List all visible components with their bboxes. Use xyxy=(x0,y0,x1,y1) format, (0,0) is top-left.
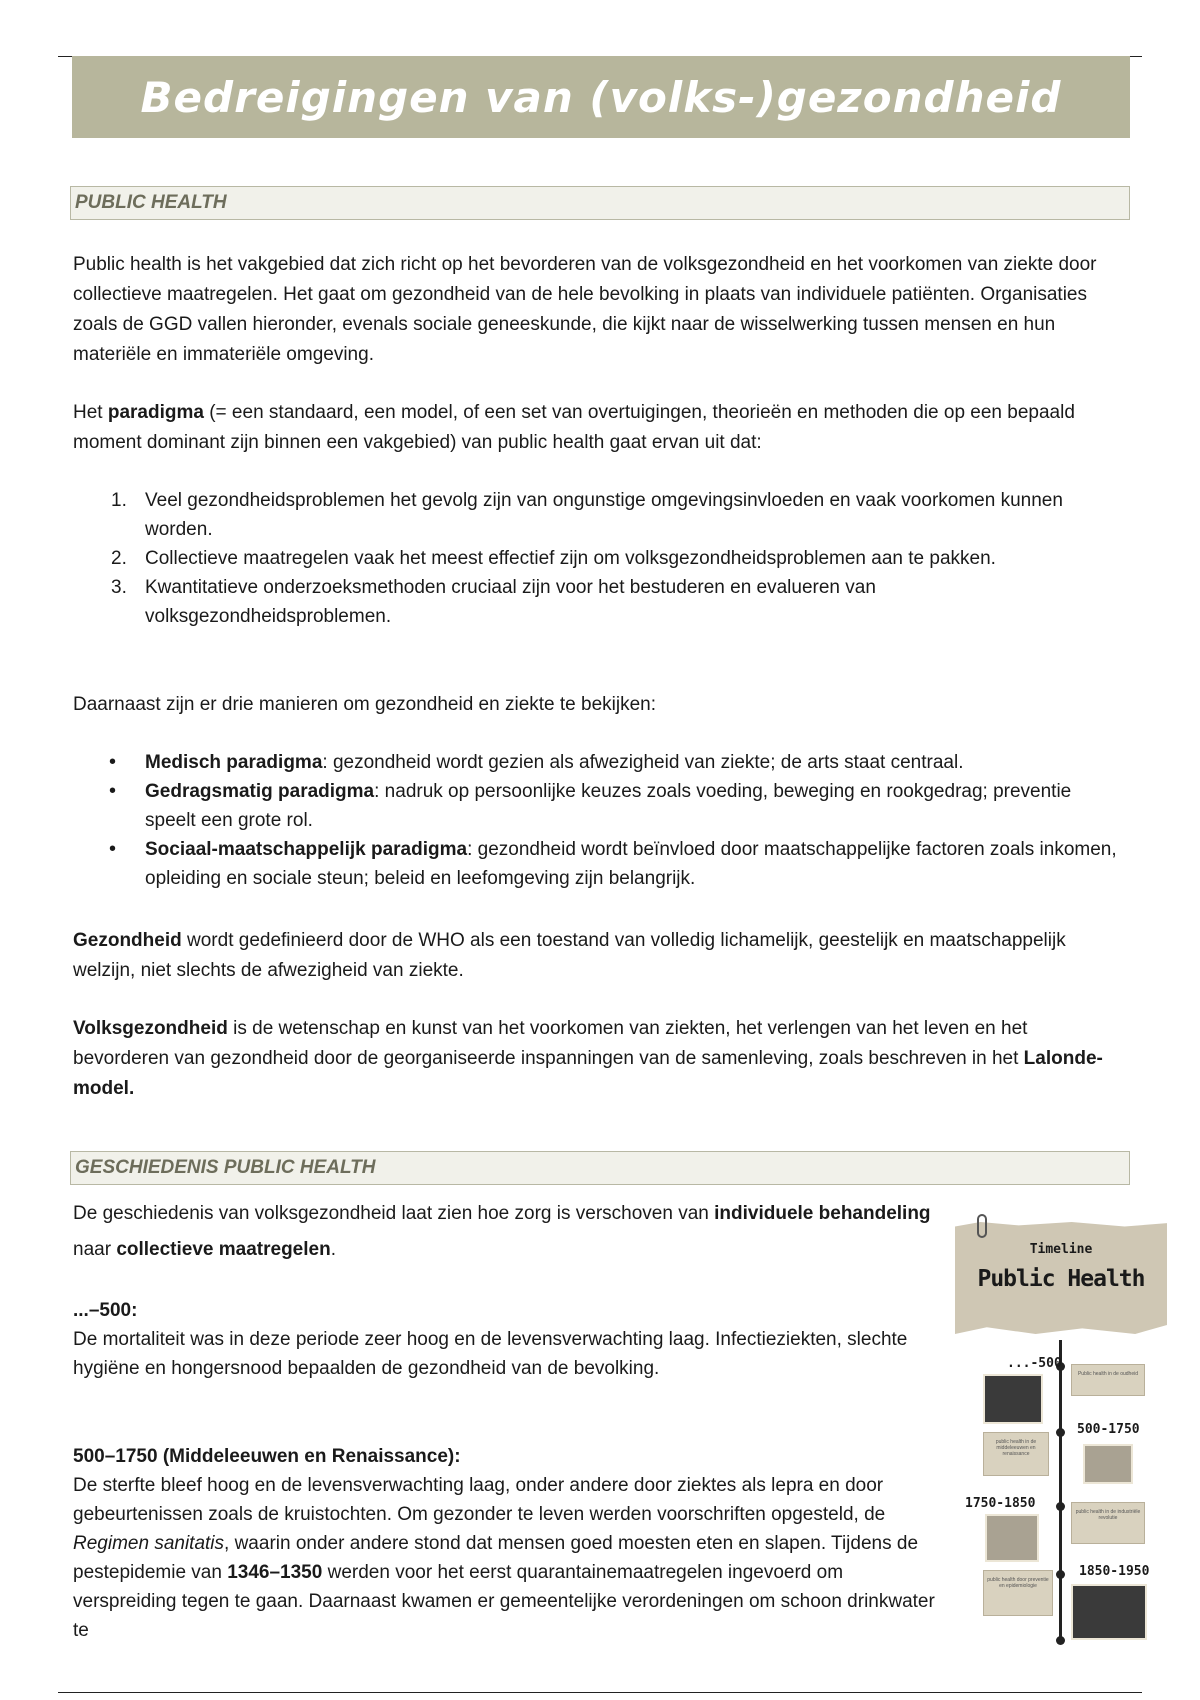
timeline-card: public health in de industriële revolutie xyxy=(1071,1502,1145,1544)
paradigm-term: paradigma xyxy=(107,402,204,423)
title-banner xyxy=(72,56,1130,138)
ways-intro: Daarnaast zijn er drie manieren om gezondheid en ziekte te bekijken: xyxy=(73,694,656,715)
list-item: 2. Collectieve maatregelen vaak het meest effectief zijn om volksgezondheidsproblemen aan te pakken. xyxy=(111,548,996,569)
history-intro: De geschiedenis van volksgezondheid laat zien hoe zorg is verschoven van individuele behandeling naar collectieve maatregelen. xyxy=(73,1203,931,1260)
timeline-infographic xyxy=(955,1222,1167,1652)
timeline-dot xyxy=(1056,1428,1065,1437)
period-title: 500–1750 (Middeleeuwen en Renaissance): xyxy=(73,1446,461,1467)
timeline-card: public health in de middeleeuwen en renaissance xyxy=(983,1432,1049,1476)
paradigms-list xyxy=(73,748,1123,893)
vg-term: Volksgezondheid xyxy=(73,1018,228,1039)
crowd-photo xyxy=(1071,1584,1147,1640)
section-heading-history xyxy=(70,1151,1130,1185)
timeline-card: Public health in de oudheid xyxy=(1071,1364,1145,1396)
engraving-image xyxy=(1083,1444,1133,1484)
list-item: 1. Veel gezondheidsproblemen het gevolg zijn van ongunstige omgevingsinvloeden en vaak voorkomen kunnen worden. xyxy=(111,490,1063,540)
timeline-subtitle: Timeline xyxy=(1029,1242,1093,1257)
history-period-1 xyxy=(73,1296,943,1383)
timeline-title: Public Health xyxy=(977,1266,1145,1292)
period-title: ...–500: xyxy=(73,1300,138,1321)
list-item: • Medisch paradigma: gezondheid wordt gezien als afwezigheid van ziekte; de arts staat centraal. xyxy=(73,748,1123,777)
timeline-label: 500-1750 xyxy=(1077,1422,1140,1437)
health-definition: Gezondheid wordt gedefinieerd door de WHO als een toestand van volledig lichamelijk, geestelijk en maatschappelijk welzijn, niet slechts de afwezigheid van ziekte. xyxy=(73,930,1066,981)
paradigm-post: (= een standaard, een model, of een set van overtuigingen, theorieën en methoden die op een bepaald moment dominant zijn binnen een vakgebied) van public health gaat ervan uit dat: xyxy=(73,402,1075,453)
paradigm-paragraph xyxy=(73,398,1123,458)
section-heading-label: GESCHIEDENIS PUBLIC HEALTH xyxy=(75,1157,376,1178)
period-text: De mortaliteit was in deze periode zeer hoog en de levensverwachting laag. Infectieziekten, slechte hygiëne en hongersnood bepaalden de gezondheid van de bevolking. xyxy=(73,1329,908,1379)
intro-paragraph: Public health is het vakgebied dat zich richt op het bevorderen van de volksgezondheid en het voorkomen van ziekte door collectieve maatregelen. Het gaat om gezondheid van de hele bevolking in plaats van individuele patiënten. Organisaties zoals de GGD vallen hieronder, evenals sociale geneeskunde, die kijkt naar de wisselwerking tussen mensen en hun materiële en immateriële omgeving. xyxy=(73,254,1097,365)
poster-image xyxy=(985,1514,1039,1562)
timeline-label: ...-500 xyxy=(1007,1356,1062,1371)
history-period-2: 500–1750 (Middeleeuwen en Renaissance): De sterfte bleef hoog en de levensverwachting laag, onder andere door ziektes als lepra en door gebeurtenissen zoals de kruistochten. Om gezonder te leven werden voorschriften opgesteld, de Regimen sanitatis, waarin onder andere stond dat mensen goed moesten eten en slapen. Tijdens de pestepidemie van 1346–1350 werden voor het eerst quarantainemaatregelen ingevoerd om verspreiding tegen te gaan. Daarnaast kwamen er gemeentelijke verordeningen om schoon drinkwater te xyxy=(73,1446,935,1641)
timeline-axis xyxy=(1059,1340,1062,1640)
page-title: Bedreigingen van (volks-)gezondheid xyxy=(140,72,1062,122)
list-item: • Sociaal-maatschappelijk paradigma: gezondheid wordt beïnvloed door maatschappelijke factoren zoals inkomen, opleiding en sociale steun; beleid en leefomgeving zijn belangrijk. xyxy=(73,835,1123,893)
timeline-dot xyxy=(1056,1636,1065,1645)
lalonde-model: Lalonde-model. xyxy=(73,1048,1103,1099)
timeline-label: 1850-1950 xyxy=(1079,1564,1150,1579)
paradigm-pre: Het xyxy=(73,402,108,423)
timeline-dot xyxy=(1056,1502,1065,1511)
timeline-card: public health door preventie en epidemiologie xyxy=(983,1570,1053,1616)
assumptions-list xyxy=(73,486,1083,631)
paperclip-icon xyxy=(977,1214,987,1238)
timeline-label: 1750-1850 xyxy=(965,1496,1036,1511)
health-term: Gezondheid xyxy=(73,930,182,951)
portrait-image xyxy=(983,1374,1043,1424)
list-item: • Gedragsmatig paradigma: nadruk op persoonlijke keuzes zoals voeding, beweging en rookgedrag; preventie speelt een grote rol. xyxy=(73,777,1123,835)
section-heading-public-health xyxy=(70,186,1130,220)
section-heading-label: PUBLIC HEALTH xyxy=(75,192,227,213)
list-item: 3. Kwantitatieve onderzoeksmethoden cruciaal zijn voor het bestuderen en evalueren van volksgezondheidsproblemen. xyxy=(111,577,876,627)
volksgezondheid-definition: Volksgezondheid is de wetenschap en kunst van het voorkomen van ziekten, het verlengen van het leven en het bevorderen van gezondheid door de georganiseerde inspanningen van de samenleving, zoals beschreven in het Lalonde-model. xyxy=(73,1018,1103,1099)
public-health-intro xyxy=(73,250,1123,370)
timeline-dot xyxy=(1056,1570,1065,1579)
bottom-rule xyxy=(58,1692,1142,1693)
